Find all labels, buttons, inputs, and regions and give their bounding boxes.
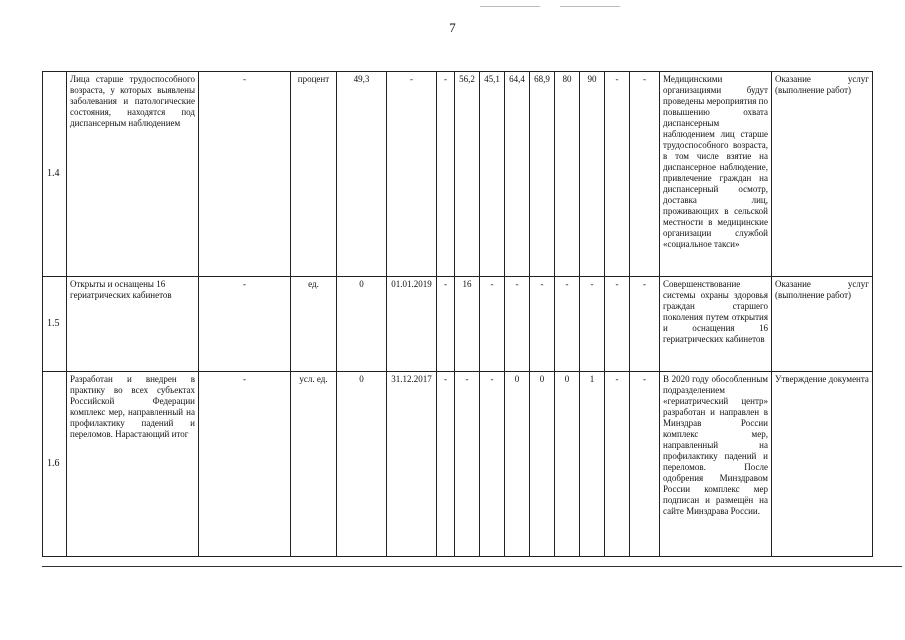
unit-cell: усл. ед. xyxy=(291,372,337,557)
type-cell: Оказание услуг (выполнение работ) xyxy=(772,72,873,277)
indicator-name: Лица старше трудоспособного возраста, у которых выявлены заболевания и патологические состояния, находятся под диспансерным наблюдением xyxy=(67,72,199,277)
year-value: 45,1 xyxy=(480,72,505,277)
year-value: - xyxy=(505,277,530,372)
cell-dash: - xyxy=(199,72,291,277)
year-value: 64,4 xyxy=(505,72,530,277)
year-value: 80 xyxy=(555,72,580,277)
year-value: 0 xyxy=(505,372,530,557)
year-value: 16 xyxy=(455,277,480,372)
info-cell: Совершенствование системы охраны здоровья граждан старшего поколения путем открытия и оснащения 16 гериатрических кабинетов xyxy=(660,277,772,372)
year-value: - xyxy=(605,372,630,557)
indicator-name: Разработан и внедрен в практику во всех субъектах Российской Федерации комплекс мер, направленный на профилактику падений и переломов. Нарастающий итог xyxy=(67,372,199,557)
year-value: 56,2 xyxy=(455,72,480,277)
year-value: - xyxy=(605,72,630,277)
row-number: 1.4 xyxy=(43,72,67,277)
info-cell: В 2020 году обособленным подразделением «гериатрический центр» разработан и направлен в Минздрав России комплекс мер, направленный на профилактику падений и переломов. После одобрения Минздравом России комплекс мер подписан и размещён на сайте Минздрава России. xyxy=(660,372,772,557)
unit-cell: процент xyxy=(291,72,337,277)
year-value: 68,9 xyxy=(530,72,555,277)
year-value: - xyxy=(580,277,605,372)
base-value: 0 xyxy=(337,277,387,372)
cell-dash: - xyxy=(199,372,291,557)
year-value: - xyxy=(630,72,660,277)
scan-artifact-rule xyxy=(480,6,540,7)
table-row xyxy=(43,72,873,277)
year-value: 90 xyxy=(580,72,605,277)
year-value: 0 xyxy=(530,372,555,557)
year-value: 0 xyxy=(555,372,580,557)
year-value: - xyxy=(630,277,660,372)
base-date: - xyxy=(387,72,437,277)
indicators-table xyxy=(42,71,873,557)
type-cell: Утверждение документа xyxy=(772,372,873,557)
year-value: - xyxy=(480,372,505,557)
year-value: - xyxy=(437,277,455,372)
year-value: - xyxy=(480,277,505,372)
row-number: 1.6 xyxy=(43,372,67,557)
year-value: - xyxy=(530,277,555,372)
table-row xyxy=(43,277,873,372)
year-value: - xyxy=(455,372,480,557)
row-number: 1.5 xyxy=(43,277,67,372)
year-value: - xyxy=(630,372,660,557)
page-bottom-rule xyxy=(42,566,902,567)
year-value: - xyxy=(605,277,630,372)
scan-artifact-rule xyxy=(560,6,620,7)
indicator-name: Открыты и оснащены 16 гериатрических кабинетов xyxy=(67,277,199,372)
year-value: - xyxy=(437,372,455,557)
table-row xyxy=(43,372,873,557)
base-date: 01.01.2019 xyxy=(387,277,437,372)
type-cell: Оказание услуг (выполнение работ) xyxy=(772,277,873,372)
base-value: 49,3 xyxy=(337,72,387,277)
info-cell: Медицинскими организациями будут проведены мероприятия по повышению охвата диспансерным наблюдением лиц старше трудоспособного возраста, в том числе взятие на диспансерное наблюдение, привлечение граждан на диспансерный осмотр, доставка лиц, проживающих в сельской местности в медицинские организации службой «социальное такси» xyxy=(660,72,772,277)
base-value: 0 xyxy=(337,372,387,557)
year-value: - xyxy=(555,277,580,372)
cell-dash: - xyxy=(199,277,291,372)
year-value: 1 xyxy=(580,372,605,557)
base-date: 31.12.2017 xyxy=(387,372,437,557)
year-value: - xyxy=(437,72,455,277)
page-number: 7 xyxy=(449,20,456,35)
unit-cell: ед. xyxy=(291,277,337,372)
